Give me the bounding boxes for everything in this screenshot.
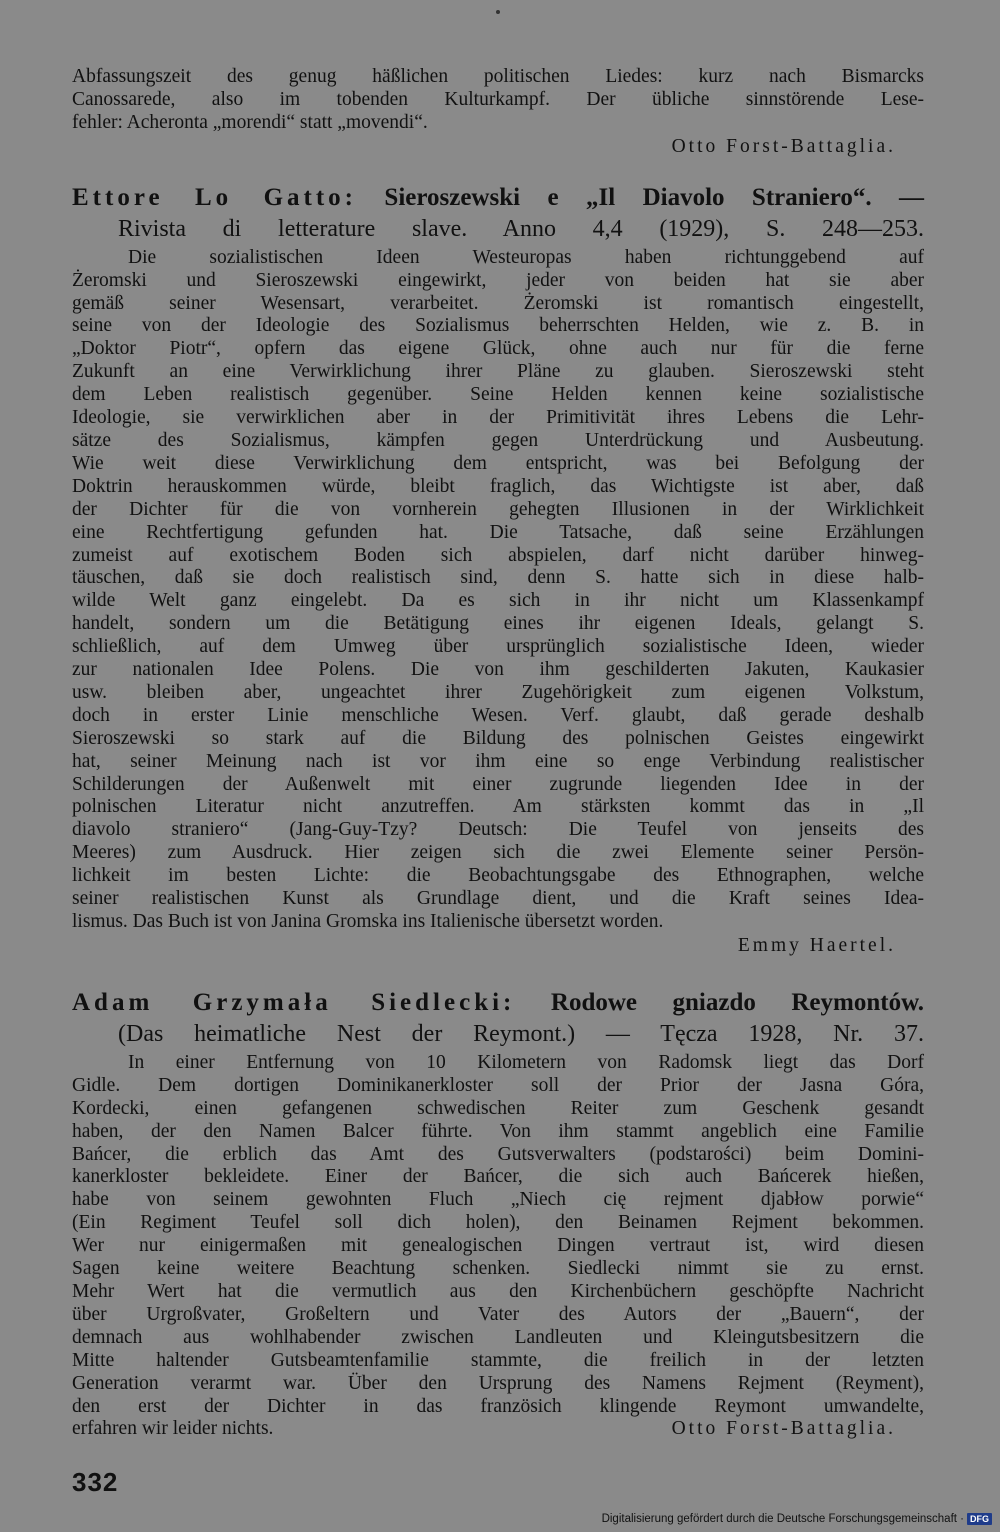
text-line: Meeres) zum Ausdruck. Hier zeigen sich die zwei Elemente seiner Persön-: [72, 842, 924, 864]
text-line: Canossarede, also im tobenden Kulturkampf. Der übliche sinnstörende Lese-: [72, 88, 924, 110]
footer-text: Digitalisierung gefördert durch die Deutsche Forschungsgemeinschaft ·: [601, 1513, 964, 1525]
text-line: der Dichter für die von vornherein gehegten Illusionen in der Wirklichkeit: [72, 498, 924, 520]
text-line: Mehr Wert hat die vermutlich aus den Kirchenbüchern geschöpfte Nachricht: [72, 1280, 924, 1302]
page-content: [72, 66, 924, 1441]
text-line: Bańcer, die erblich das Amt des Gutsverwalters (podstarości) beim Domini-: [72, 1143, 924, 1165]
text-line: diavolo straniero“ (Jang-Guy-Tzy? Deutsch: Die Teufel von jenseits des: [72, 819, 924, 841]
entry-heading: [72, 987, 924, 1019]
entry-title: Rodowe gniazdo Reymontów.: [550, 988, 924, 1016]
text-line: Generation verarmt war. Über den Ursprung des Namens Rejment (Reyment),: [72, 1372, 924, 1394]
review-entry-lo-gatto: [72, 182, 924, 957]
text-line: Sieroszewski so stark auf die Bildung des polnischen Geistes eingewirkt: [72, 727, 924, 749]
text-line: den erst der Dichter in das französich klingende Reymont umwandelte,: [72, 1395, 924, 1417]
section1-body: [72, 66, 924, 135]
entry-source: Rivista di letterature slave. Anno 4,4 (1929), S. 248—253.: [118, 215, 924, 242]
text-line: polnischen Literatur nicht anzutreffen. Am stärksten kommt das in „Il: [72, 796, 924, 818]
section-continuation: [72, 66, 924, 158]
text-line: usw. bleiben aber, ungeachtet ihrer Zugehörigkeit zum eigenen Volkstum,: [72, 681, 924, 703]
page-number: 332: [72, 1467, 119, 1497]
text-line: kanerkloster bekleidete. Einer der Bańcer, die sich auch Bańcerek hießen,: [72, 1166, 924, 1188]
text-line: wilde Welt ganz eingelebt. Da es sich in ihr nicht um Klassenkampf: [72, 590, 924, 612]
text-line: Doktrin herauskommen würde, bleibt fraglich, das Wichtigste ist aber, daß: [72, 475, 924, 497]
text-line: handelt, sondern um die Betätigung eines ihr eigenen Ideals, gelangt S.: [72, 613, 924, 635]
text-line: lismus. Das Buch ist von Janina Gromska ins Italienische übersetzt worden.: [72, 911, 664, 932]
text-line: hat, seiner Meinung nach ist vor ihm eine so enge Verbindung realistischer: [72, 750, 924, 772]
text-line: habe von seinem gewohnten Fluch „Niech cię rejment djabłow porwie“: [72, 1189, 924, 1211]
text-line: Wer nur einigermaßen mit genealogischen Dingen vertraut ist, wird diesen: [72, 1235, 924, 1257]
entry-author: Ettore Lo Gatto:: [72, 183, 357, 211]
text-line: Abfassungszeit des genug häßlichen politischen Liedes: kurz nach Bismarcks: [72, 66, 924, 87]
text-line: lichkeit im besten Lichte: die Beobachtungsgabe des Ethnographen, welche: [72, 865, 924, 887]
signature: Otto Forst-Battaglia.: [671, 1418, 896, 1440]
text-line: Mitte haltender Gutsbeamtenfamilie stammte, die freilich in der letzten: [72, 1349, 924, 1371]
text-line: Zukunft an eine Verwirklichung ihrer Pläne zu glauben. Sieroszewski steht: [72, 361, 924, 383]
text-line: (Ein Regiment Teufel soll dich holen), den Beinamen Rejment bekommen.: [72, 1212, 924, 1234]
text-line-content: erfahren wir leider nichts.: [72, 1418, 274, 1440]
review-entry-siedlecki: [72, 987, 924, 1441]
signature: Emmy Haertel.: [737, 934, 896, 956]
text-line: gemäß seiner Wesensart, verarbeitet. Żeromski ist romantisch eingestellt,: [72, 292, 924, 314]
text-line: dem Leben realistisch gegenüber. Seine Helden kennen keine sozialistische: [72, 384, 924, 406]
text-line: sätze des Sozialismus, kämpfen gegen Unterdrückung und Ausbeutung.: [72, 429, 924, 451]
text-line: Gidle. Dem dortigen Dominikanerkloster soll der Prior der Jasna Góra,: [72, 1074, 924, 1096]
text-line: schließlich, auf dem Umweg über ursprünglich sozialistische Ideen, wieder: [72, 636, 924, 658]
text-line: „Doktor Piotr“, opfern das eigene Glück, ohne auch nur für die ferne: [72, 338, 924, 360]
text-line: haben, der den Namen Balcer führte. Von ihm stammt angeblich eine Familie: [72, 1120, 924, 1142]
text-line: Żeromski und Sieroszewski eingewirkt, jeder von beiden hat sie aber: [72, 269, 924, 291]
text-line: Wie weit diese Verwirklichung dem entspricht, was bei Befolgung der: [72, 452, 924, 474]
text-line: seiner realistischen Kunst als Grundlage dient, und die Kraft seines Idea-: [72, 888, 924, 910]
text-line: [72, 1418, 924, 1441]
text-line: Sagen keine weitere Beachtung schenken. Siedlecki nimmt sie zu ernst.: [72, 1258, 924, 1280]
section2-body: [72, 247, 924, 934]
footer-credit: [602, 1513, 992, 1525]
text-line: Ideologie, sie verwirklichen aber in der Primitivität ihres Lebens die Lehr-: [72, 407, 924, 429]
text-line: Die sozialistischen Ideen Westeuropas haben richtunggebend auf: [128, 246, 924, 268]
text-line: fehler: Acheronta „morendi“ statt „movendi“.: [72, 111, 428, 133]
text-line: doch in erster Linie menschliche Wesen. Verf. glaubt, daß gerade deshalb: [72, 704, 924, 726]
text-line: demnach aus wohlhabender zwischen Landleuten und Kleingutsbesitzern die: [72, 1326, 924, 1348]
text-line: über Urgroßvater, Großeltern und Vater des Autors der „Bauern“, der: [72, 1303, 924, 1325]
dfg-logo-icon: DFG: [967, 1513, 992, 1525]
entry-heading: [72, 182, 924, 214]
text-line: seine von der Ideologie des Sozialismus beherrschten Helden, wie z. B. in: [72, 315, 924, 337]
signature: Otto Forst-Battaglia.: [671, 135, 896, 157]
text-line: zur nationalen Idee Polens. Die von ihm geschilderten Jakuten, Kaukasier: [72, 659, 924, 681]
scan-mark: [496, 10, 500, 14]
entry-author: Adam Grzymała Siedlecki:: [72, 988, 516, 1016]
entry-source: (Das heimatliche Nest der Reymont.) — Tęcza 1928, Nr. 37.: [118, 1020, 924, 1047]
text-line: zumeist auf exotischem Boden sich abspielen, darf nicht darüber hinweg-: [72, 544, 924, 566]
text-line: Kordecki, einen gefangenen schwedischen Reiter zum Geschenk gesandt: [72, 1097, 924, 1119]
section3-body: [72, 1052, 924, 1441]
entry-title: Sieroszewski e „Il Diavolo Straniero“. —: [384, 183, 925, 211]
text-line: In einer Entfernung von 10 Kilometern von Radomsk liegt das Dorf: [128, 1051, 924, 1073]
text-line: eine Rechtfertigung gefunden hat. Die Tatsache, daß seine Erzählungen: [72, 521, 924, 543]
text-line: Schilderungen der Außenwelt mit einer zugrunde liegenden Idee in der: [72, 773, 924, 795]
text-line: täuschen, daß sie doch realistisch sind, denn S. hatte sich in diese halb-: [72, 567, 924, 589]
